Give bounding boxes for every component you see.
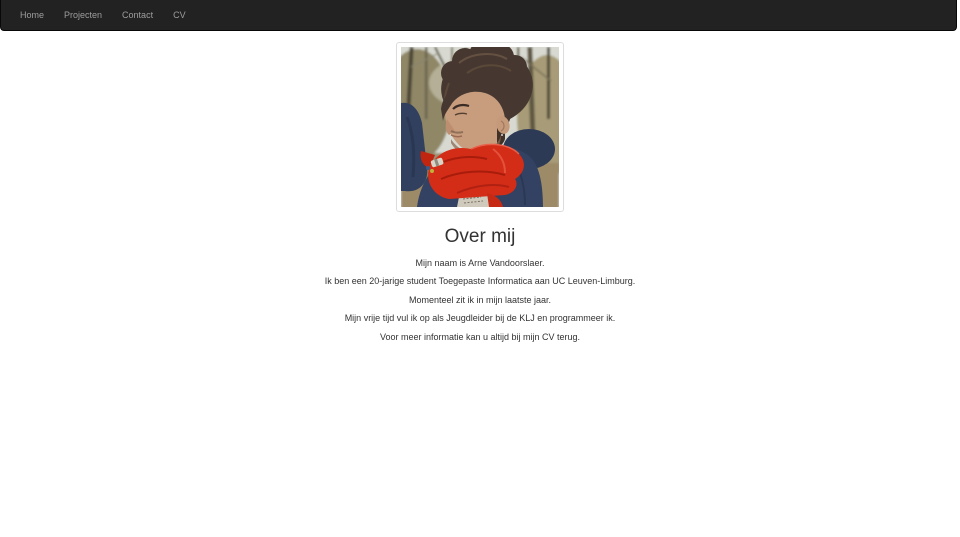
nav-item-home[interactable]: Home bbox=[20, 10, 45, 20]
nav-item-cv[interactable]: CV bbox=[173, 10, 186, 20]
nav-item-contact[interactable]: Contact bbox=[122, 10, 154, 20]
navbar-menu bbox=[1, 0, 956, 30]
main-content bbox=[0, 31, 960, 343]
page-title: Over mij bbox=[444, 226, 516, 247]
about-paragraph: Mijn naam is Arne Vandoorslaer. bbox=[415, 257, 545, 268]
about-paragraph: Momenteel zit ik in mijn laatste jaar. bbox=[408, 294, 552, 305]
about-paragraph: Ik ben een 20-jarige student Toegepaste Informatica aan UC Leuven-Limburg. bbox=[324, 276, 636, 287]
navbar bbox=[0, 0, 957, 31]
about-paragraph: Voor meer informatie kan u altijd bij mijn CV terug. bbox=[379, 331, 581, 342]
about-paragraphs bbox=[0, 257, 960, 343]
profile-photo-frame bbox=[396, 42, 564, 212]
about-paragraph: Mijn vrije tijd vul ik op als Jeugdleider bij de KLJ en programmeer ik. bbox=[344, 313, 616, 324]
nav-item-projecten[interactable]: Projecten bbox=[64, 10, 103, 20]
profile-photo bbox=[401, 47, 559, 207]
